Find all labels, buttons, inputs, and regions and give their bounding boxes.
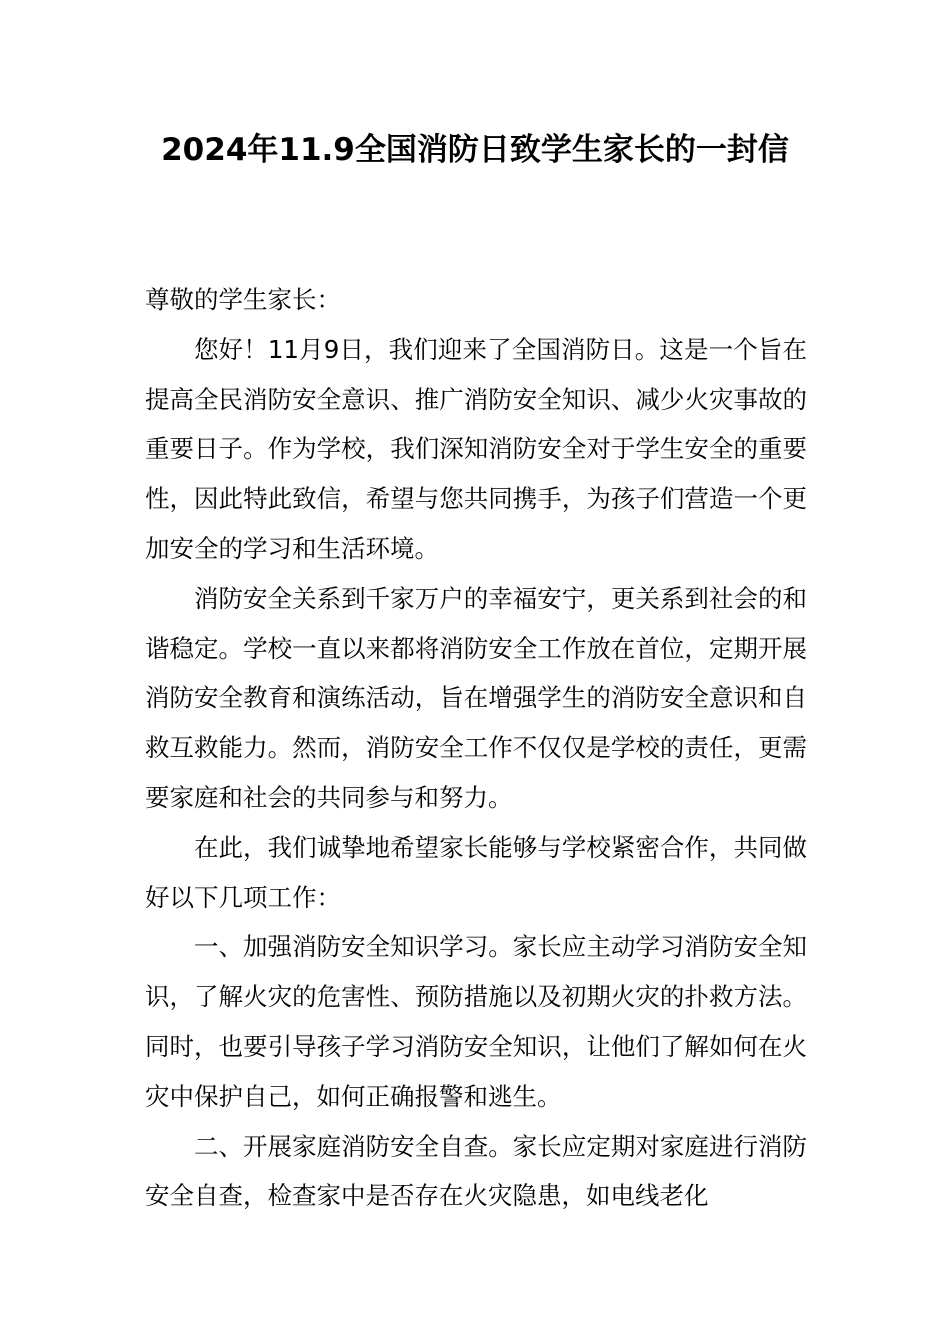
paragraph-item-one: 一、加强消防安全知识学习。家长应主动学习消防安全知识，了解火灾的危害性、预防措施以及初期火灾的扑救方法。同时，也要引导孩子学习消防安全知识，让他们了解如何在火灾中保护自己，如何正确报警和逃生。: [145, 932, 807, 1111]
paragraph-item-two: 二、开展家庭消防安全自查。家长应定期对家庭进行消防安全自查，检查家中是否存在火灾隐患，如电线老化: [145, 1131, 807, 1211]
letter-body: [145, 275, 807, 1221]
paragraph-cooperation: 在此，我们诚挚地希望家长能够与学校紧密合作，共同做好以下几项工作：: [145, 832, 807, 912]
document-title: 2024年11.9全国消防日致学生家长的一封信: [161, 132, 789, 168]
paragraph-importance: 消防安全关系到千家万户的幸福安宁，更关系到社会的和谐稳定。学校一直以来都将消防安全工作放在首位，定期开展消防安全教育和演练活动，旨在增强学生的消防安全意识和自救互救能力。然而，消防安全工作不仅仅是学校的责任，更需要家庭和社会的共同参与和努力。: [145, 583, 807, 812]
paragraph-greeting: 您好！11月9日，我们迎来了全国消防日。这是一个旨在提高全民消防安全意识、推广消防安全知识、减少火灾事故的重要日子。作为学校，我们深知消防安全对于学生安全的重要性，因此特此致信，希望与您共同携手，为孩子们营造一个更加安全的学习和生活环境。: [145, 334, 807, 563]
salutation: 尊敬的学生家长：: [145, 285, 341, 314]
